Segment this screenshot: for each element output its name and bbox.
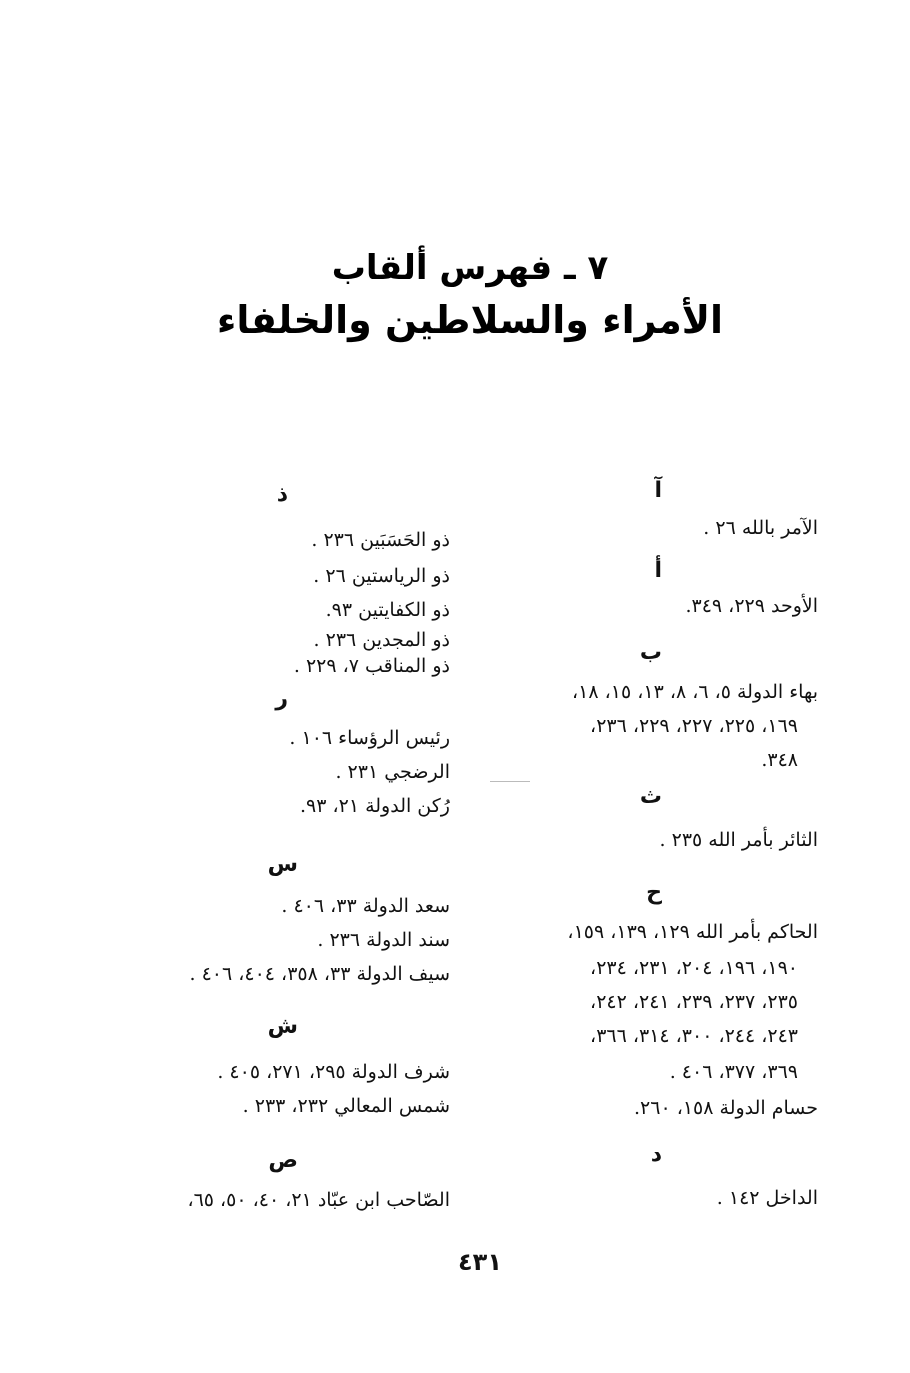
index-entry: سند الدولة ٢٣٦ . [317, 929, 450, 951]
index-entry: الرضجي ٢٣١ . [335, 761, 450, 783]
index-entry: رُكن الدولة ٢١، ٩٣. [299, 795, 450, 817]
index-entry: رئيس الرؤساء ١٠٦ . [289, 727, 450, 749]
index-entry-continuation: ٣٤٨. [761, 749, 798, 771]
index-entry: الأوحد ٢٢٩، ٣٤٩. [685, 595, 818, 617]
index-entry: شرف الدولة ٢٩٥، ٢٧١، ٤٠٥ . [217, 1061, 450, 1083]
letter-heading-ha: ح [646, 880, 662, 905]
index-entry-continuation: ١٩٠، ١٩٦، ٢٠٤، ٢٣١، ٢٣٤، [590, 957, 798, 979]
index-entry-continuation: ٢٤٣، ٢٤٤، ٣٠٠، ٣١٤، ٣٦٦، [590, 1025, 798, 1047]
index-title-line-1: ٧ ـ فهرس ألقاب [331, 248, 609, 288]
index-entry: ذو الرياستين ٢٦ . [313, 565, 450, 587]
index-entry: سعد الدولة ٣٣، ٤٠٦ . [281, 895, 450, 917]
letter-heading-sad: ص [268, 1148, 298, 1173]
index-entry: سيف الدولة ٣٣، ٣٥٨، ٤٠٤، ٤٠٦ . [189, 963, 450, 985]
letter-heading-alef: أ [654, 558, 662, 583]
index-entry-continuation: ٣٦٩، ٣٧٧، ٤٠٦ . [669, 1061, 798, 1083]
index-entry: شمس المعالي ٢٣٢، ٢٣٣ . [242, 1095, 450, 1117]
index-title-line-2: الأمراء والسلاطين والخلفاء [216, 298, 724, 342]
index-entry: ذو المجدين ٢٣٦ . [313, 629, 450, 651]
index-entry-continuation: ١٦٩، ٢٢٥، ٢٢٧، ٢٢٩، ٢٣٦، [590, 715, 798, 737]
index-entry: حسام الدولة ١٥٨، ٢٦٠. [634, 1097, 818, 1119]
index-entry-continuation: ٢٣٥، ٢٣٧، ٢٣٩، ٢٤١، ٢٤٢، [590, 991, 798, 1013]
letter-heading-ba: ب [639, 640, 662, 665]
index-entry: ذو الحَسَبَين ٢٣٦ . [311, 529, 450, 551]
letter-heading-tha: ث [639, 784, 662, 809]
letter-heading-ra: ر [275, 686, 288, 711]
margin-mark [490, 781, 530, 782]
letter-heading-dhal: ذ [276, 482, 288, 507]
index-entry: الثائر بأمر الله ٢٣٥ . [659, 829, 818, 851]
index-entry: ذو الكفايتين ٩٣. [325, 599, 450, 621]
index-entry: الآمر بالله ٢٦ . [703, 517, 818, 539]
index-entry: ذو المناقب ٧، ٢٢٩ . [293, 655, 450, 677]
letter-heading-sin: س [267, 852, 298, 877]
index-entry: بهاء الدولة ٥، ٦، ٨، ١٣، ١٥، ١٨، [572, 681, 818, 703]
index-entry: الحاكم بأمر الله ١٢٩، ١٣٩، ١٥٩، [567, 921, 818, 943]
page-number: ٤٣١ [458, 1248, 502, 1276]
index-entry: الداخل ١٤٢ . [716, 1187, 818, 1209]
letter-heading-dal: د [650, 1142, 662, 1167]
letter-heading-shin: ش [267, 1014, 298, 1039]
letter-heading-alef-madda: آ [654, 478, 662, 503]
index-entry: الصّاحب ابن عبّاد ٢١، ٤٠، ٥٠، ٦٥، [187, 1189, 450, 1211]
